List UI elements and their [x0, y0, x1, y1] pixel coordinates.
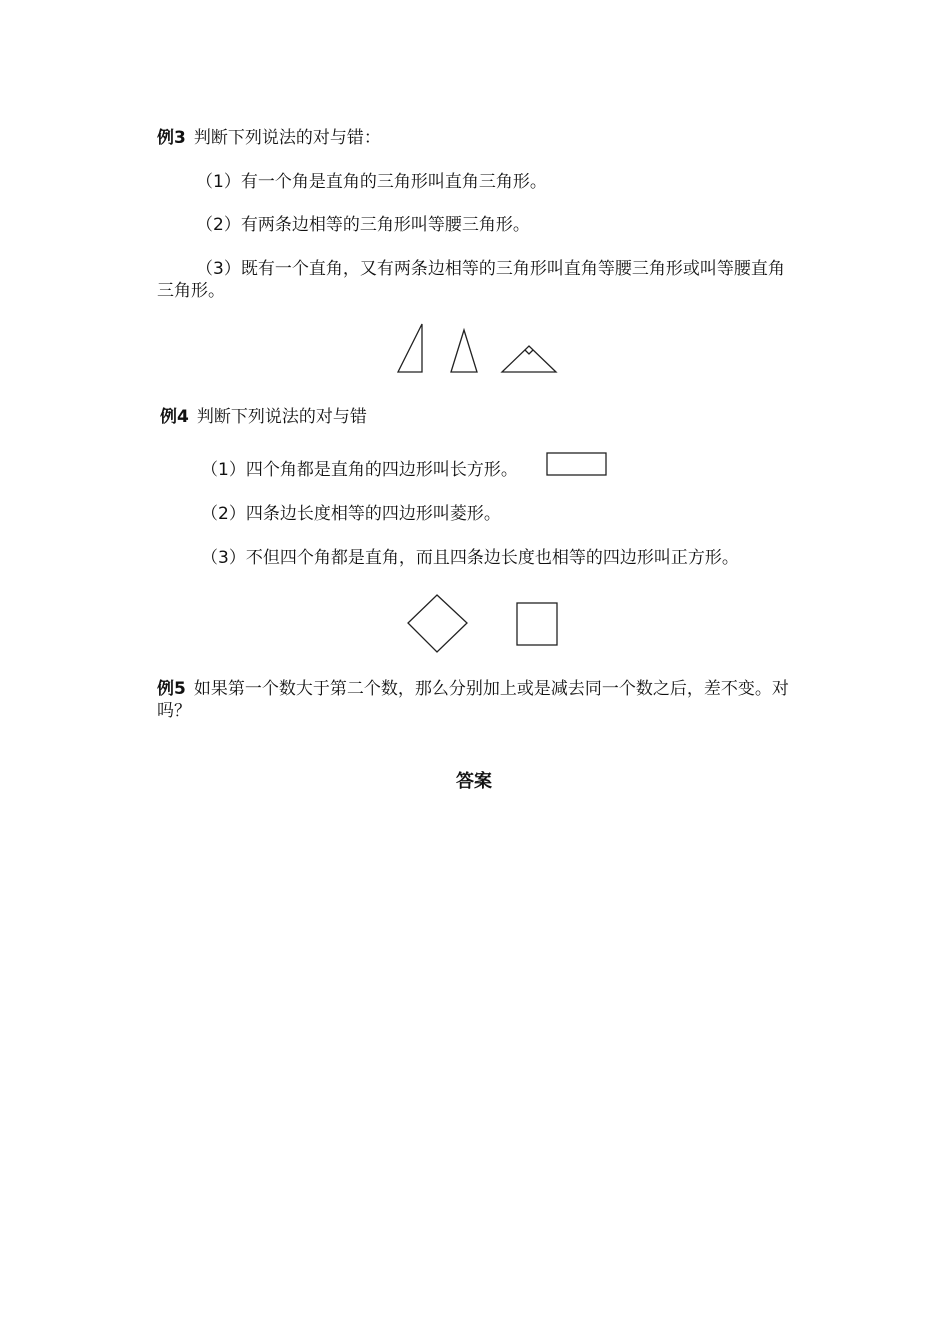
example3-label: 例3 [157, 128, 186, 148]
answer-heading: 答案 [456, 771, 492, 792]
example5-line [157, 678, 802, 722]
example3-item-2: （2）有两条边相等的三角形叫等腰三角形。 [196, 215, 530, 235]
example4-item-2: （2）四条边长度相等的四边形叫菱形。 [201, 504, 501, 524]
example4-item-1: （1）四个角都是直角的四边形叫长方形。 [201, 460, 518, 480]
example3-prompt-line [157, 127, 381, 149]
example4-item-3: （3）不但四个角都是直角，而且四条边长度也相等的四边形叫正方形。 [201, 548, 739, 568]
example5-label: 例5 [157, 679, 186, 699]
rotated-square-figure [408, 595, 467, 652]
example4-figures [405, 593, 575, 655]
square-figure [517, 603, 557, 645]
rectangle-figure [546, 452, 608, 478]
example5-prompt: 如果第一个数大于第二个数，那么分别加上或是减去同一个数之后，差不变。对吗？ [157, 679, 789, 721]
isosceles-triangle-figure [451, 330, 477, 372]
example3-prompt: 判断下列说法的对与错： [193, 128, 381, 148]
right-angle-mark [525, 350, 533, 354]
example4-label: 例4 [160, 407, 189, 427]
example4-prompt: 判断下列说法的对与错 [196, 407, 367, 427]
example3-item-1: （1）有一个角是直角的三角形叫直角三角形。 [196, 172, 547, 192]
example3-figures [395, 322, 565, 378]
example4-prompt-line [160, 406, 367, 428]
example3-item-3: （3）既有一个直角，又有两条边相等的三角形叫直角等腰三角形或叫等腰直角三角形。 [157, 259, 785, 301]
right-triangle-figure [398, 324, 422, 372]
isosceles-right-triangle-figure [502, 346, 556, 372]
